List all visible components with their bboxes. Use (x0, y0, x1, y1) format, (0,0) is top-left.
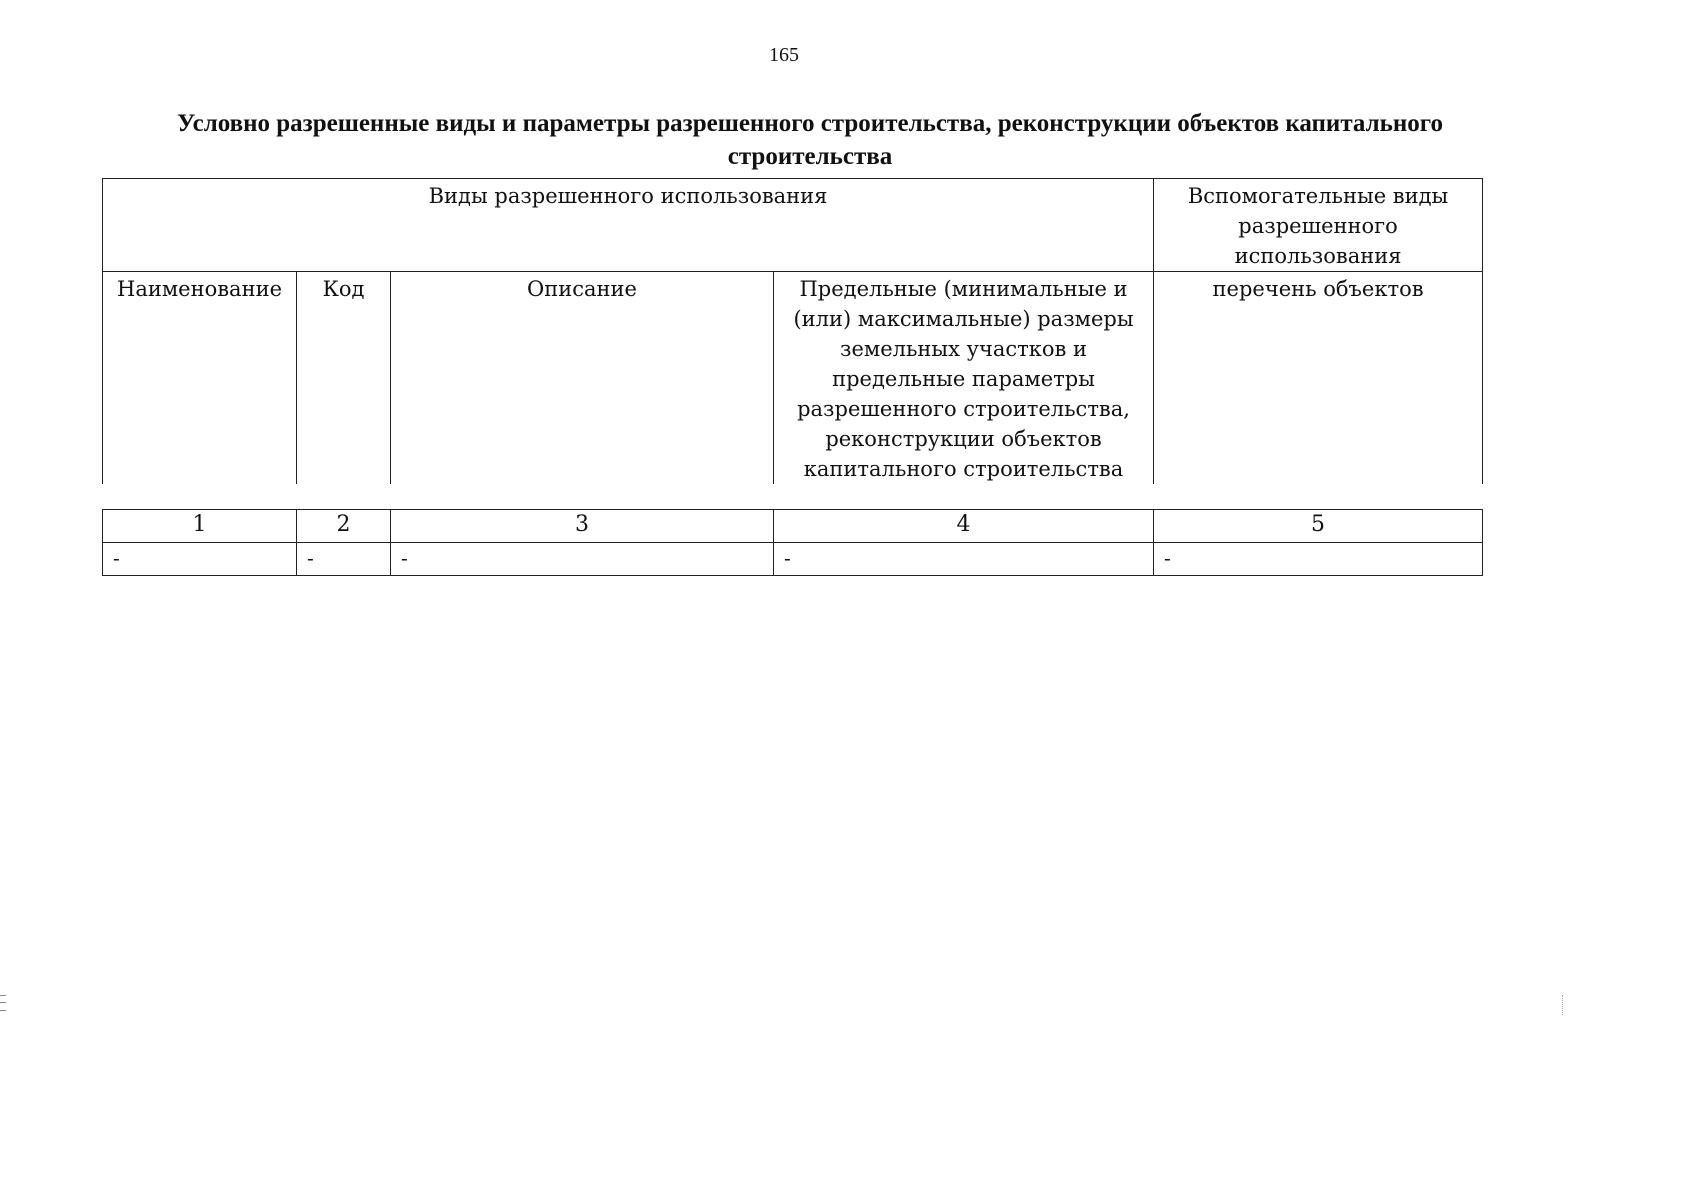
scan-edge-mark-left (0, 995, 6, 1011)
column-header-description-label: Описание (527, 277, 637, 301)
table-body (102, 509, 1483, 576)
column-number-4: 4 (774, 510, 1154, 543)
table-column-header-row (103, 272, 1483, 485)
auxiliary-uses-group-header (1154, 179, 1483, 272)
column-header-description (391, 272, 774, 485)
document-title: Условно разрешенные виды и параметры разрешенного строительства, реконструкции объектов капитального строительства (176, 110, 1444, 170)
column-number-3: 3 (391, 510, 774, 543)
table-cell-description: - (391, 543, 774, 576)
column-header-objects-list-label: перечень объектов (1212, 277, 1424, 301)
table-cell-code: - (297, 543, 391, 576)
table-cell-objects-list: - (1154, 543, 1483, 576)
column-number-2: 2 (297, 510, 391, 543)
column-header-name-label: Наименование (117, 277, 282, 301)
column-header-code (297, 272, 391, 485)
table-header (102, 178, 1483, 484)
column-number-5: 5 (1154, 510, 1483, 543)
column-numbers-row (103, 510, 1483, 543)
auxiliary-uses-group-label: Вспомогательные виды разрешенного использования (1187, 184, 1449, 268)
column-header-limits (774, 272, 1154, 485)
table-cell-name: - (103, 543, 297, 576)
main-uses-group-header: Виды разрешенного использования (103, 179, 1154, 272)
column-header-name (103, 272, 297, 485)
column-header-objects-list (1154, 272, 1483, 485)
page-number: 165 (769, 44, 799, 66)
table-row (103, 543, 1483, 576)
column-header-limits-label: Предельные (минимальные и (или) максимальные) размеры земельных участков и предельные параметры разрешенного строительства, реконструкции объектов капитального строительства (793, 277, 1134, 481)
scan-edge-mark-right (1562, 995, 1566, 1015)
column-header-code-label: Код (322, 277, 365, 301)
table-group-header-row (103, 179, 1483, 272)
table-cell-limits: - (774, 543, 1154, 576)
column-number-1: 1 (103, 510, 297, 543)
